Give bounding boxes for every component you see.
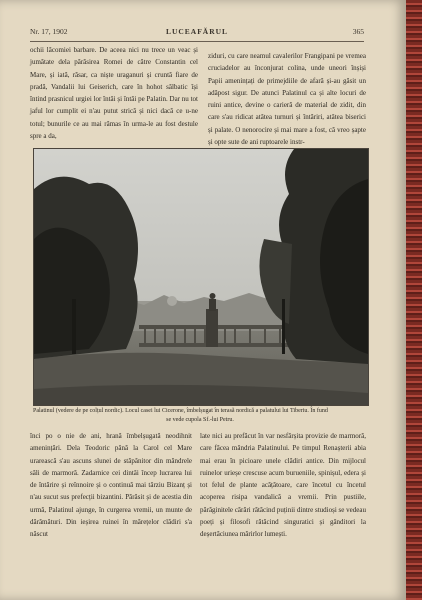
figure-caption (33, 407, 367, 424)
text-column-bottom-left (30, 430, 192, 541)
journal-title: LUCEAFĂRUL (165, 27, 229, 36)
page-header (30, 27, 364, 41)
paragraph: ziduri, cu care neamul cavalerilor Frangipani pe vremea cruciadelor au înconjurat colina, unde uneori înșiși Papii amenințați de primejdiile de afară și-au găsit un adăpost sigur. De atunci Palatinul ca și alte locuri de ruini antice, devine o carieră de material de zidit, din care s'au ridicat atâtea turnuri și întăriri, atâtea biserici și palate. O nenorocire și mai mare a fost, că vreo șapte și opte sute de ani ruptoarele instr- (208, 52, 366, 147)
text-column-top-right (208, 50, 366, 148)
issue-date: Nr. 17, 1902 (30, 27, 68, 36)
paragraph: late nici au prefăcut în var nesfârșita provizie de marmoră, care făcea mândria Palatinului. Pe timpul Renașterii abia mai erau în picioare unele clădiri antice. Din mijlocul ruinelor urieșe crescuse acum burueniile, spinișul, edera și tot felul de plante acățătoare, care încetul cu încetul acoperea risipa vandalică a vremii. Prin pustiile, părăginitele cărări rătăcind puținii dintre studioși se vedeau poeți și filosofi rătăcind singuratici și gânditori la deșertăciunea mărirlor lumești. (200, 432, 366, 539)
paragraph: înci po o nie de ani, hrană îmbelșugată neodihnit amenințări. Dela Teodoric până la Carol cel Mare urarească s'au ascuns slunei de stăpânitor din măndrele săli de marmoră. Zadarnice cei dintâi încep lucrarea lui de întărire și reînnoire și o continuă mai târziu Bizanț și n'au sucut sus prefecții bizantini. Părăsit și de acestia din urmă, Palatinul ajunge, în curgerea vremii, un munte de dărâmături. Din ieșirea ruinei în mărețelor clădiri s'a născut (30, 432, 192, 539)
caption-line: se vede cupola Sf.-lui Petru. (166, 416, 234, 423)
palatine-photograph (33, 148, 369, 406)
header-rule (30, 41, 364, 42)
paragraph: ochii lăcomiei barbare. De aceea nici nu trece un veac și jumătate dela părăsirea Romei de către Constantin cel Mare, și iată, răsar, ca niște uraganuri și cruntă fiare de pradă, Vandalii lui Geiserich, care în hohot sălbatic își întind prasnicul urgiei lor întâi și întâi pe Palatin. Dar nu tot jaful lor cumplit ei n'au putut strică și nici dacă ce u-ne totul; bunurile ce au mai rămas în urma-le au fost destule spre a da, (30, 46, 198, 141)
text-column-bottom-right (200, 430, 366, 541)
caption-line: Palatinul (vedere de pe colțul nordic). Locul casei lui Cicerone, îmbelșugat în terasă nordică a palatului lui Tiberiu. În fund (33, 408, 328, 414)
book-binding-edge (406, 0, 422, 600)
text-column-top-left (30, 44, 198, 142)
page-number: 365 (352, 27, 364, 36)
